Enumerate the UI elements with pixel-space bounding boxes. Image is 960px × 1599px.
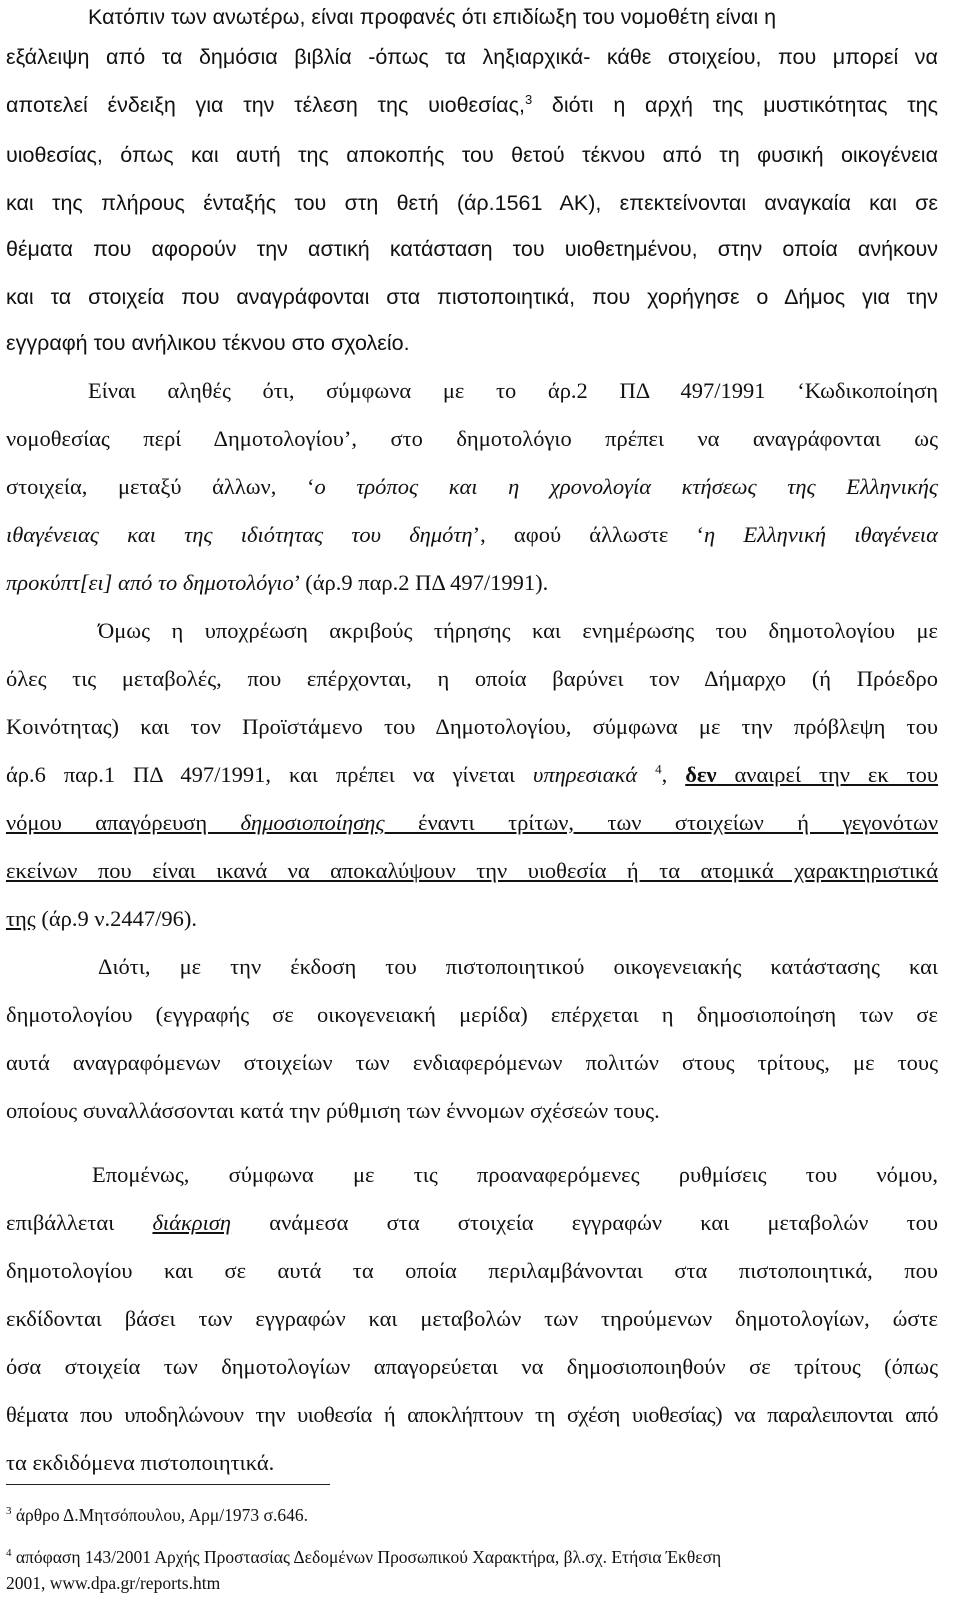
text-line: ιθαγένειας και της ιδιότητας του δημότη’, αφού άλλωστε ‘η Ελληνική ιθαγένεια — [6, 522, 938, 547]
italic-quote: ο τρόπος και η χρονολογία κτήσεως της Ελληνικής — [314, 474, 938, 499]
text-line: Κατόπιν των ανωτέρω, είναι προφανές ότι επιδίωξη του νομοθέτη είναι η — [88, 5, 777, 29]
text-line: επιβάλλεται διάκριση ανάμεσα στα στοιχεία εγγραφών και μεταβολών του — [6, 1210, 938, 1235]
text-line: εκείνων που είναι ικανά να αποκαλύψουν την υιοθεσία ή τα ατομικά χαρακτηριστικά — [6, 858, 938, 883]
text-line: στοιχεία, μεταξύ άλλων, ‘ο τρόπος και η χρονολογία κτήσεως της Ελληνικής — [6, 474, 938, 499]
text-line: νόμου απαγόρευση δημοσιοποίησης έναντι τρίτων, των στοιχείων ή γεγονότων — [6, 810, 938, 835]
text-line: Είναι αληθές ότι, σύμφωνα με το άρ.2 ΠΔ 497/1991 ‘Κωδικοποίηση — [88, 378, 938, 403]
text-line: θέματα που υποδηλώνουν την υιοθεσία ή αποκλήπτουν τη σχέση υιοθεσίας) να παραλειπονται από — [6, 1402, 938, 1427]
italic-quote: η Ελληνική ιθαγένεια — [704, 522, 938, 547]
text-line: Διότι, με την έκδοση του πιστοποιητικού οικογενειακής κατάστασης και — [98, 954, 938, 979]
footnote-divider — [6, 1484, 330, 1485]
text-line: αυτά αναγραφόμενων στοιχείων των ενδιαφερόμενων πολιτών στους τρίτους, με τους — [6, 1050, 938, 1075]
text-line: νομοθεσίας περί Δημοτολογίου’, στο δημοτολόγιο πρέπει να αναγράφονται ως — [6, 426, 938, 451]
text-line: θέματα που αφορούν την αστική κατάσταση του υιοθετημένου, στην οποία ανήκουν — [6, 237, 938, 261]
italic-quote: προκύπτ[ει] από το δημοτολόγιο — [6, 570, 294, 595]
footnote-4: $^4$ απόφαση 143/2001 Αρχής Προστασίας Δεδομένων Προσωπικού Χαρακτήρα, βλ.σχ. Ετήσια Έκθεση — [6, 1547, 722, 1567]
text-line: οποίους συναλλάσσονται κατά την ρύθμιση των έννομων σχέσεών τους. — [6, 1098, 660, 1123]
text-line: της (άρ.9 ν.2447/96). — [6, 906, 198, 931]
text-line: και τα στοιχεία που αναγράφονται στα πιστοποιητικά, που χορήγησε ο Δήμος για την — [6, 285, 938, 309]
text-line: δημοτολογίου και σε αυτά τα οποία περιλαμβάνονται στα πιστοποιητικά, που — [6, 1258, 938, 1283]
text-line: δημοτολογίου (εγγραφής σε οικογενειακή μερίδα) επέρχεται η δημοσιοποίηση των σε — [6, 1002, 938, 1027]
text-line: τα εκδιδόμενα πιστοποιητικά. — [6, 1450, 275, 1475]
text-line: προκύπτ[ει] από το δημοτολόγιο’ (άρ.9 παρ.2 ΠΔ 497/1991). — [6, 570, 549, 595]
text-line: όσα στοιχεία των δημοτολογίων απαγορεύεται να δημοσιοποιηθούν σε τρίτους (όπως — [6, 1354, 938, 1379]
footnote-4-continued[interactable]: 2001, www.dpa.gr/reports.htm — [6, 1573, 221, 1593]
text-line: και της πλήρους ένταξής του στη θετή (άρ.1561 ΑΚ), επεκτείνονται αναγκαία και σε — [6, 191, 938, 215]
text-line: όλες τις μεταβολές, που επέρχονται, η οποία βαρύνει τον Δήμαρχο (ή Πρόεδρο — [6, 666, 938, 691]
footnote-ref-4[interactable]: 4 — [655, 761, 662, 777]
footnote-3: $^3$ άρθρο Δ.Μητσόπουλου, Αρμ/1973 σ.646. — [6, 1505, 308, 1525]
text-line: Κοινότητας) και τον Προϊστάμενο του Δημοτολογίου, σύμφωνα με την πρόβλεψη του — [6, 714, 938, 739]
text-line: αποτελεί ένδειξη για την τέλεση της υιοθεσίας,$^3$ διότι η αρχή της μυστικότητας της — [6, 91, 939, 117]
text-line: άρ.6 παρ.1 ΠΔ 497/1991, και πρέπει να γίνεται υπηρεσιακά $^4$, δεν αναιρεί την εκ του — [6, 761, 939, 787]
text-line: εγγραφή του ανήλικου τέκνου στο σχολείο. — [6, 331, 410, 355]
text-line: εκδίδονται βάσει των εγγραφών και μεταβολών των τηρούμενων δημοτολογίων, ώστε — [6, 1306, 938, 1331]
text-line: υιοθεσίας, όπως και αυτή της αποκοπής του θετού τέκνου από τη φυσική οικογένεια — [6, 143, 938, 167]
text-line: εξάλειψη από τα δημόσια βιβλία -όπως τα ληξιαρχικά- κάθε στοιχείου, που μπορεί να — [6, 45, 938, 69]
italic-quote: ιθαγένειας και της ιδιότητας του δημότη — [6, 522, 473, 547]
footnote-ref-3[interactable]: 3 — [524, 91, 533, 107]
text-line: Όμως η υποχρέωση ακριβούς τήρησης και ενημέρωσης του δημοτολογίου με — [98, 618, 938, 643]
text-line: Επομένως, σύμφωνα με τις προαναφερόμενες ρυθμίσεις του νόμου, — [92, 1162, 938, 1187]
